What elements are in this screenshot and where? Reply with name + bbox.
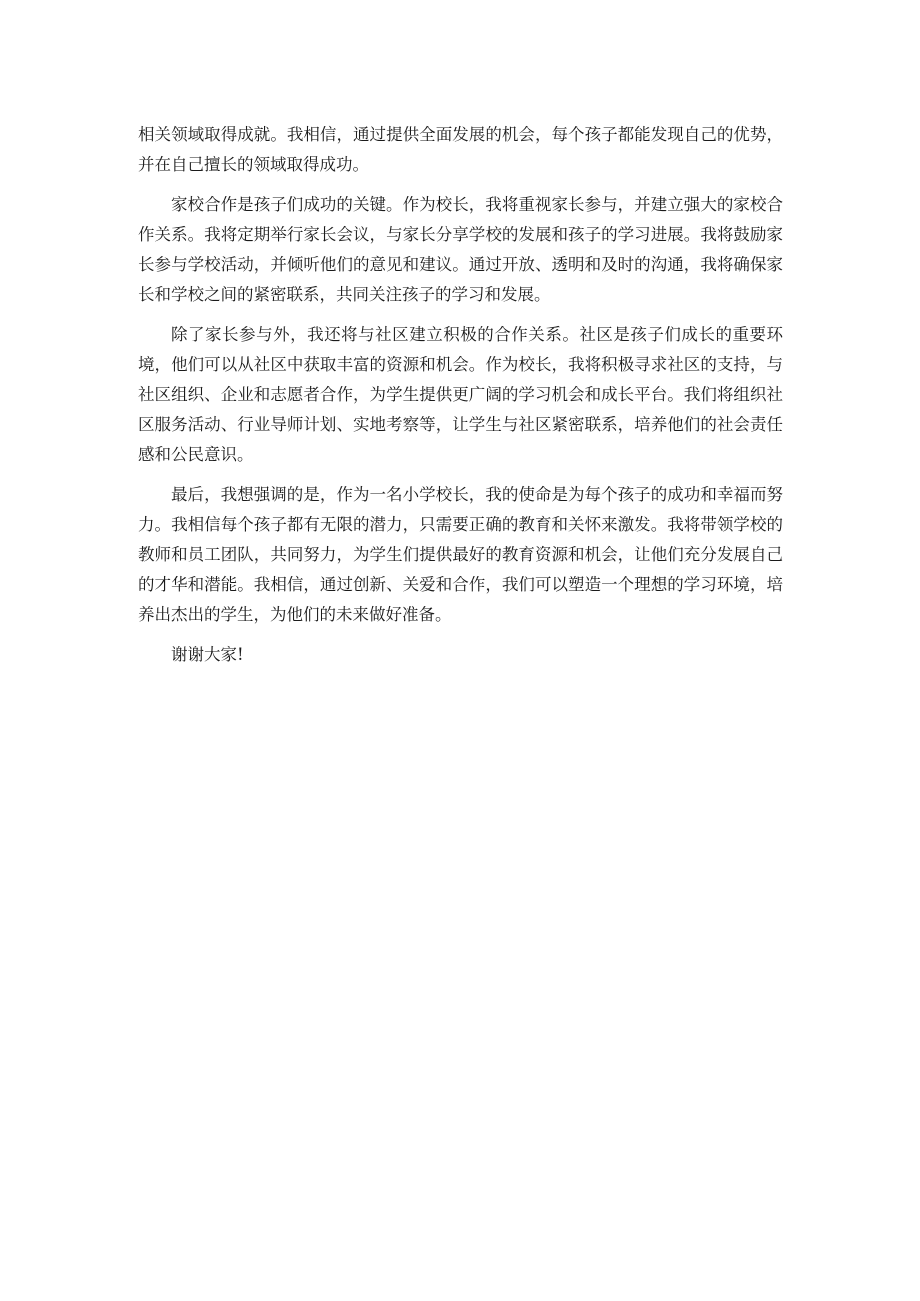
paragraph-conclusion: 最后，我想强调的是，作为一名小学校长，我的使命是为每个孩子的成功和幸福而努力。我相信每个孩子都有无限的潜力，只需要正确的教育和关怀来激发。我将带领学校的教师和员工团队，共同努力，为学生们提供最好的教育资源和机会，让他们充分发展自己的才华和潜能。我相信，通过创新、关爱和合作，我们可以塑造一个理想的学习环境，培养出杰出的学生，为他们的未来做好准备。	[138, 485, 783, 624]
paragraph-thanks: 谢谢大家!	[171, 645, 244, 664]
paragraph-community-cooperation: 除了家长参与外，我还将与社区建立积极的合作关系。社区是孩子们成长的重要环境，他们可以从社区中获取丰富的资源和机会。作为校长，我将积极寻求社区的支持，与社区组织、企业和志愿者合作，为学生提供更广阔的学习机会和成长平台。我们将组织社区服务活动、行业导师计划、实地考察等，让学生与社区紧密联系，培养他们的社会责任感和公民意识。	[138, 325, 783, 464]
paragraph-home-school-cooperation: 家校合作是孩子们成功的关键。作为校长，我将重视家长参与，并建立强大的家校合作关系。我将定期举行家长会议，与家长分享学校的发展和孩子的学习进展。我将鼓励家长参与学校活动，并倾听他们的意见和建议。通过开放、透明和及时的沟通，我将确保家长和学校之间的紧密联系，共同关注孩子的学习和发展。	[138, 195, 783, 304]
document-body	[138, 120, 783, 680]
paragraph-continued: 相关领域取得成就。我相信，通过提供全面发展的机会，每个孩子都能发现自己的优势，并在自己擅长的领域取得成功。	[138, 125, 783, 174]
